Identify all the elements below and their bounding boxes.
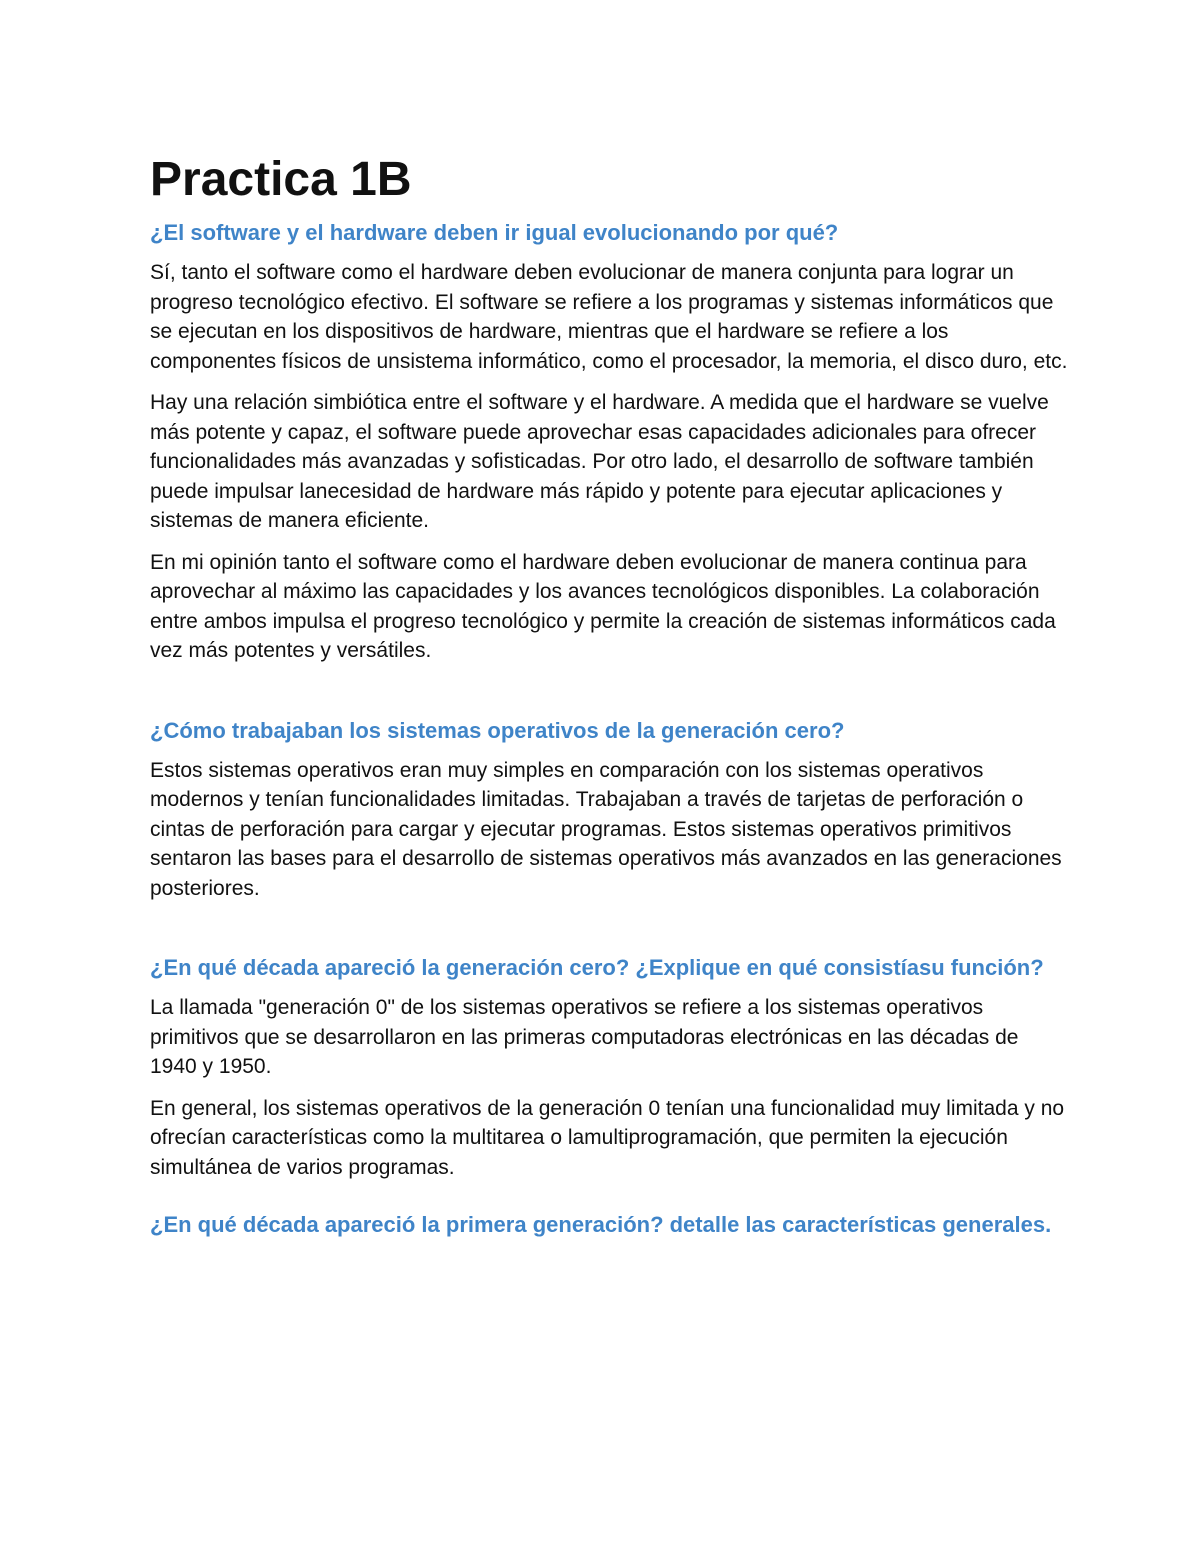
section-heading: ¿El software y el hardware deben ir igual evolucionando por qué? <box>150 220 839 245</box>
section-heading: ¿En qué década apareció la generación cero? ¿Explique en qué consistíasu función? <box>150 955 1044 980</box>
paragraph: En mi opinión tanto el software como el hardware deben evolucionar de manera continua para aprovechar al máximo las capacidades y los avances tecnológicos disponibles. La colaboración entre ambos impulsa el progreso tecnológico y permite la creación de sistemas informáticos cada vez más potentes y versátiles. <box>150 550 1056 662</box>
paragraph: Hay una relación simbiótica entre el software y el hardware. A medida que el hardware se vuelve más potente y capaz, el software puede aprovechar esas capacidades adicionales para ofrecer funcionalidades más avanzadas y sofisticadas. Por otro lado, el desarrollo de software también puede impulsar lanecesidad de hardware más rápido y potente para ejecutar aplicaciones y sistemas de manera eficiente. <box>150 391 1049 532</box>
section-heading: ¿Cómo trabajaban los sistemas operativos de la generación cero? <box>150 717 845 743</box>
document-title: Practica 1B <box>150 153 412 206</box>
paragraph: Estos sistemas operativos eran muy simples en comparación con los sistemas operativos modernos y tenían funcionalidades limitadas. Trabajaban a través de tarjetas de perforación o cintas de perforación para cargar y ejecutar programas. Estos sistemas operativos primitivos sentaron las bases para el desarrollo de sistemas operativos más avanzados en las generaciones posteriores. <box>150 758 1062 900</box>
section-heading: ¿En qué década apareció la primera generación? detalle las características generales. <box>150 1212 1052 1237</box>
document-page <box>150 150 1070 1240</box>
paragraph: Sí, tanto el software como el hardware deben evolucionar de manera conjunta para lograr un progreso tecnológico efectivo. El software se refiere a los programas y sistemas informáticos que se ejecutan en los dispositivos de hardware, mientras que el hardware se refiere a los componentes físicos de unsistema informático, como el procesador, la memoria, el disco duro, etc. <box>150 261 1068 373</box>
paragraph: En general, los sistemas operativos de la generación 0 tenían una funcionalidad muy limitada y no ofrecían características como la multitarea o lamultiprogramación, que permiten la ejecución simultánea de varios programas. <box>150 1096 1065 1179</box>
paragraph: La llamada "generación 0" de los sistemas operativos se refiere a los sistemas operativos primitivos que se desarrollaron en las primeras computadoras electrónicas en las décadas de 1940 y 1950. <box>150 996 1019 1078</box>
